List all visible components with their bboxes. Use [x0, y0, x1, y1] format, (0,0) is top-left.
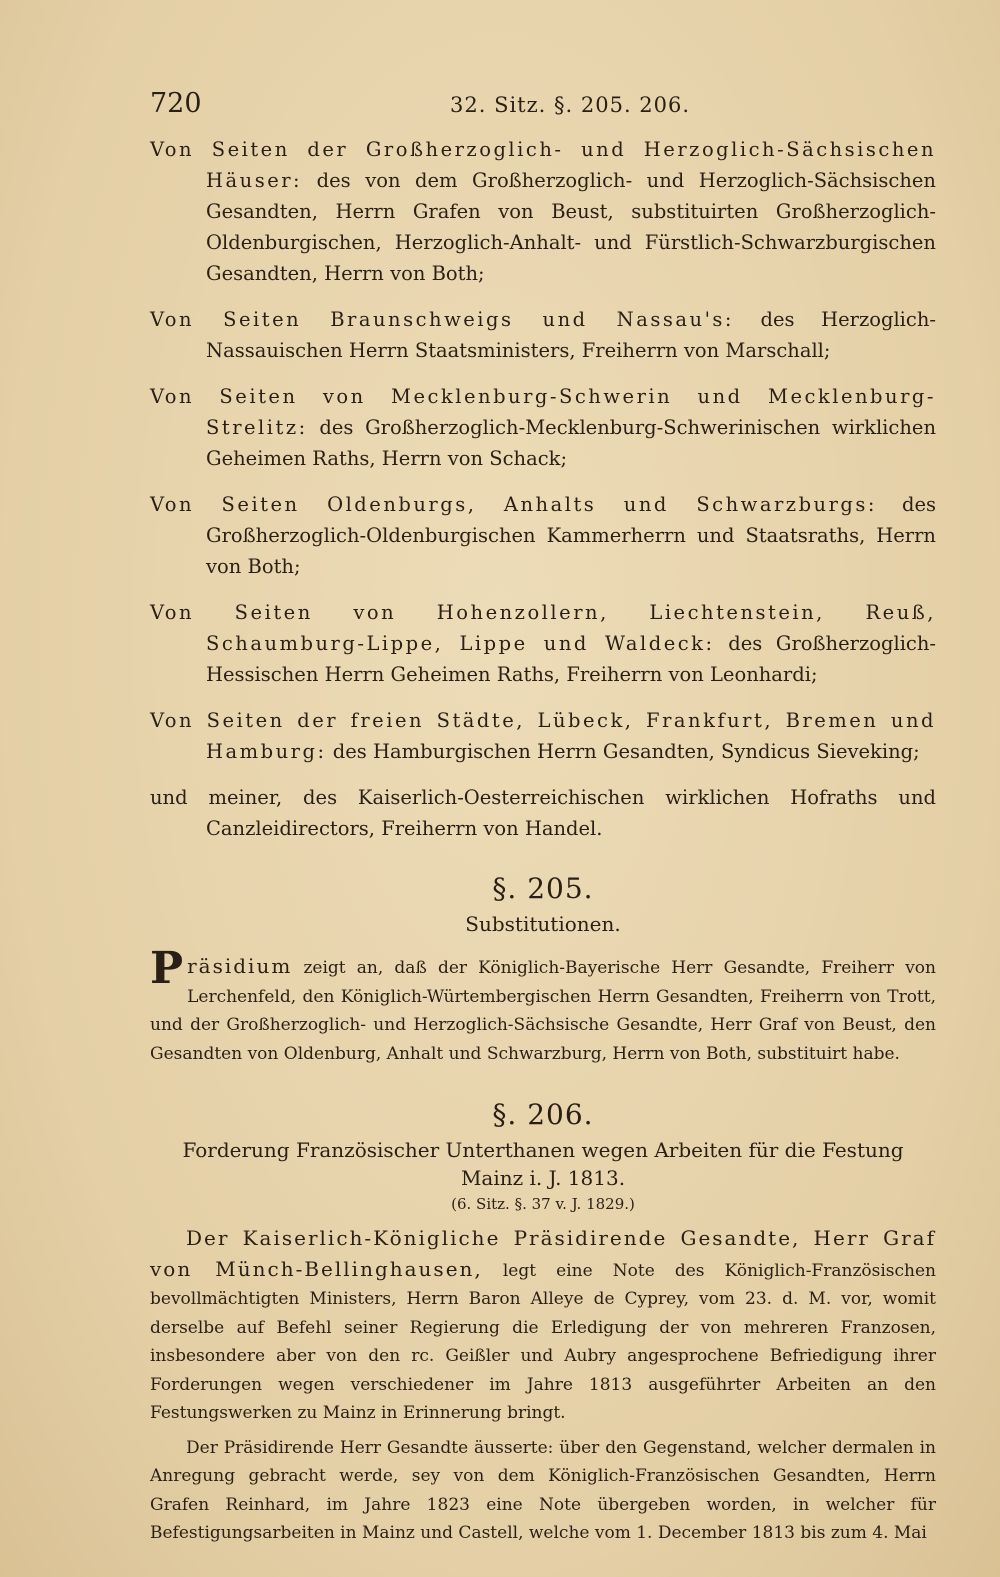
page-number: 720 — [150, 88, 202, 119]
delegate-lead: Von Seiten Oldenburgs, Anhalts und Schwarzburgs: — [150, 493, 877, 516]
delegate-entry — [150, 381, 936, 474]
delegate-entry — [150, 782, 936, 844]
delegate-text: des Großherzoglich-Mecklenburg-Schwerinischen wirklichen Geheimen Raths, Herrn von Schack; — [206, 416, 936, 470]
section-title: Forderung Französischer Unterthanen wegen Arbeiten für die Festung Mainz i. J. 1813. — [182, 1138, 904, 1190]
delegate-lead: Von Seiten der freien Städte, Lübeck, Frankfurt, Bremen und Hamburg: — [150, 709, 936, 763]
delegate-entry — [150, 134, 936, 289]
paragraph-lead: räsidium — [187, 954, 293, 978]
delegate-lead: Von Seiten von Hohenzollern, Liechtenstein, Reuß, Schaumburg-Lippe, Lippe und Waldeck: — [150, 601, 936, 655]
section-205-heading — [150, 872, 936, 938]
section-number: §. 206. — [492, 1098, 594, 1131]
delegate-entry — [150, 705, 936, 767]
delegate-text: des Herzoglich-Nassauischen Herrn Staatsministers, Freiherrn von Marschall; — [206, 308, 936, 362]
section-subtitle: (6. Sitz. §. 37 v. J. 1829.) — [451, 1195, 635, 1213]
delegate-lead: Von Seiten der Großherzoglich- und Herzoglich-Sächsischen Häuser: — [150, 138, 936, 192]
section-206-paragraph — [150, 1224, 936, 1428]
section-205-paragraph — [150, 943, 936, 1068]
paragraph-lead: Der Kaiserlich-Königliche Präsidirende Gesandte, Herr Graf von Münch-Bellinghausen, — [150, 1226, 936, 1281]
delegate-entry — [150, 489, 936, 582]
delegate-text: des von dem Großherzoglich- und Herzoglich-Sächsischen Gesandten, Herrn Grafen von Beust, substituirten Großherzoglich-Oldenburgischen, Herzoglich-Anhalt- und Fürstlich-Schwarzburgischen Gesandten, Herrn von Both; — [206, 169, 936, 285]
running-head — [150, 88, 936, 128]
delegate-list — [150, 134, 936, 844]
paragraph-text: legt eine Note des Königlich-Französischen bevollmächtigten Ministers, Herrn Baron Alleye de Cyprey, vom 23. d. M. vor, womit derselbe auf Befehl seiner Regierung die Erledigung der von mehreren Franzosen, insbesondere aber von den rc. Geißler und Aubry angesprochene Befriedigung ihrer Forderungen wegen verschiedener im Jahre 1813 ausgeführter Arbeiten an den Festungswerken zu Mainz in Erinnerung bringt. — [150, 1260, 936, 1423]
section-206-paragraph — [150, 1434, 936, 1548]
delegate-lead: Von Seiten von Mecklenburg-Schwerin und Mecklenburg-Strelitz: — [150, 385, 936, 439]
delegate-entry — [150, 597, 936, 690]
paragraph-text: zeigt an, daß der Königlich-Bayerische Herr Gesandte, Freiherr von Lerchenfeld, den Königlich-Würtembergischen Herrn Gesandten, Freiherrn von Trott, und der Großherzoglich- und Herzoglich-Sächsische Gesandte, Herr Graf von Beust, den Gesandten von Oldenburg, Anhalt und Schwarzburg, Herrn von Both, substituirt habe. — [150, 958, 936, 1064]
running-title: 32. Sitz. §. 205. 206. — [450, 93, 691, 117]
delegate-entry — [150, 304, 936, 366]
section-title: Substitutionen. — [465, 912, 621, 936]
delegate-lead: und meiner, — [150, 786, 283, 809]
delegate-text: des Hamburgischen Herrn Gesandten, Syndicus Sieveking; — [326, 740, 920, 763]
drop-cap: P — [150, 943, 184, 994]
paragraph-text: Der Präsidirende Herr Gesandte äusserte: über den Gegenstand, welcher dermalen in Anregung gebracht werde, sey von dem Königlich-Französischen Gesandten, Herrn Grafen Reinhard, im Jahre 1823 eine Note übergeben worden, in welcher für Befestigungsarbeiten in Mainz und Castell, welche vom 1. December 1813 bis zum 4. Mai — [150, 1437, 936, 1543]
delegate-lead: Von Seiten Braunschweigs und Nassau's: — [150, 308, 735, 331]
delegate-text: des Großherzoglich-Oldenburgischen Kammerherrn und Staatsraths, Herrn von Both; — [206, 493, 936, 578]
section-number: §. 205. — [492, 872, 594, 905]
section-206-heading — [150, 1098, 936, 1214]
delegate-text: des Kaiserlich-Oesterreichischen wirklichen Hofraths und Canzleidirectors, Freiherrn von Handel. — [206, 786, 936, 840]
delegate-text: des Großherzoglich-Hessischen Herrn Geheimen Raths, Freiherrn von Leonhardi; — [206, 632, 936, 686]
